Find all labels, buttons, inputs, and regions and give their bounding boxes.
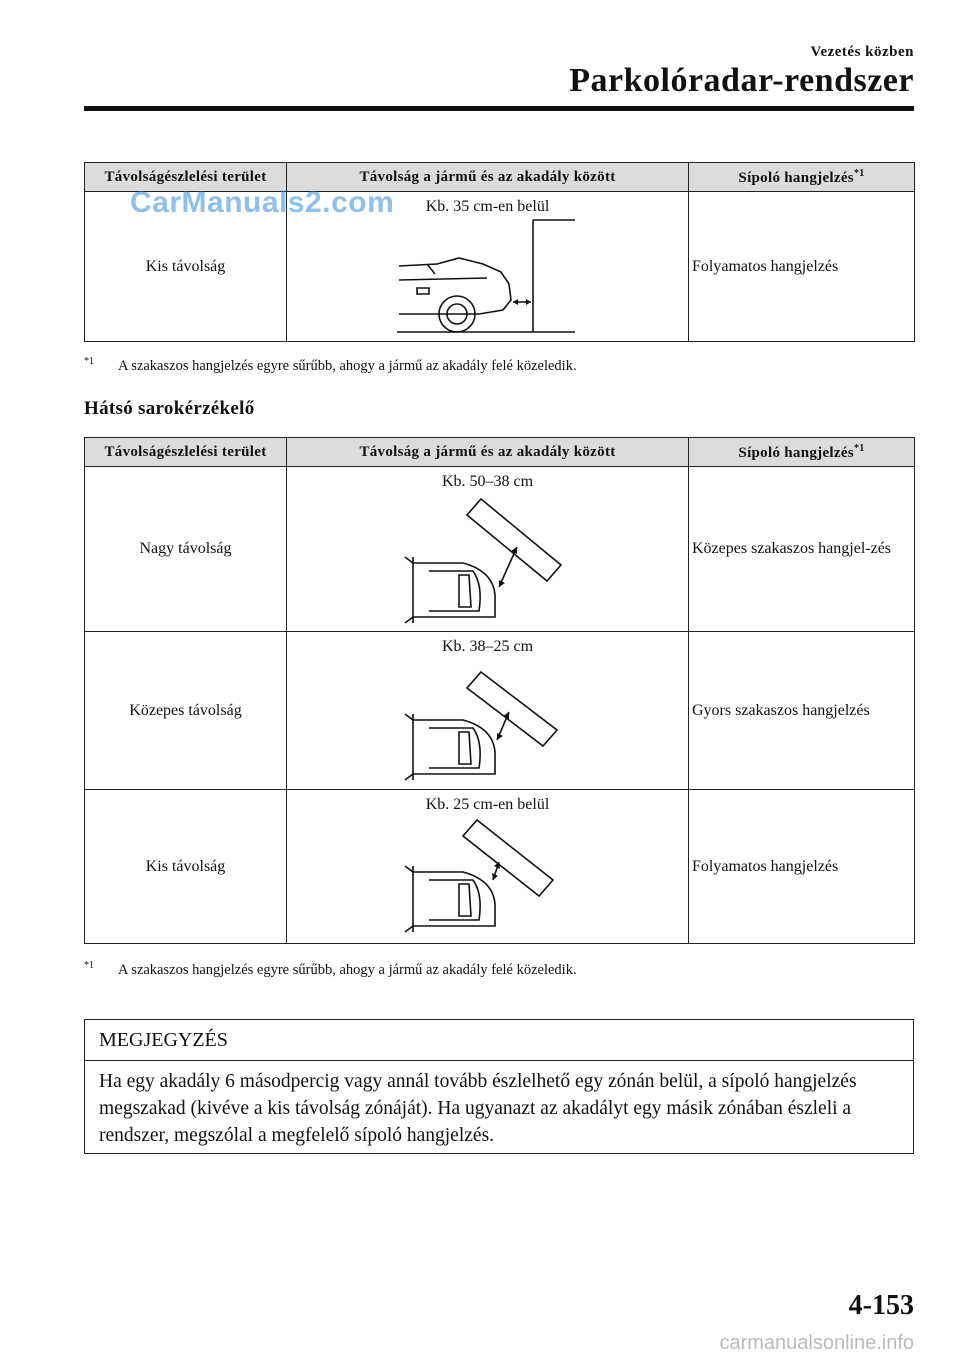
header-rule (84, 106, 914, 111)
watermark: CarManuals2.com (130, 186, 395, 219)
car-top-corner-diagram (287, 467, 689, 632)
distance-label: Kb. 38–25 cm (441, 638, 534, 655)
diagram-cell (287, 632, 689, 790)
distance-label: Kb. 50–38 cm (441, 473, 534, 490)
beep-cell: Folyamatos hangjelzés (689, 192, 915, 342)
note-box (84, 1019, 914, 1154)
note-title: MEGJEGYZÉS (99, 1029, 228, 1051)
header-zone: Távolságészlelési terület (85, 163, 287, 192)
header-zone: Távolságészlelési terület (85, 438, 287, 467)
header-distance: Távolság a jármű és az akadály között (287, 163, 689, 192)
page-number: 4-153 (848, 1290, 914, 1321)
zone-cell: Kis távolság (85, 790, 287, 944)
diagram-cell (287, 467, 689, 632)
section-label: Vezetés közben (810, 44, 914, 60)
footnote-2: $^{*1}$ A szakaszos hangjelzés egyre sűrűbb, ahogy a jármű az akadály felé közeledik. (84, 960, 577, 978)
header-beep: Sípoló hangjelzés$^{*1}$ (689, 163, 915, 192)
note-header (85, 1020, 913, 1061)
car-top-corner-diagram (287, 790, 689, 944)
table-row (85, 790, 915, 944)
beep-cell: Folyamatos hangjelzés (689, 790, 915, 944)
header-beep: Sípoló hangjelzés$^{*1}$ (689, 438, 915, 467)
obstacle-bar (467, 672, 557, 746)
note-text: Ha egy akadály 6 másodpercig vagy annál tovább észlelhető egy zónán belül, a sípoló hangjelzés megszakad (kivéve a kis távolság zónáját). Ha ugyanazt az akadályt egy másik zónában észleli a rendszer, megszólal a megfelelő sípoló hangjelzés. (99, 1071, 857, 1146)
zone-cell: Nagy távolság (85, 467, 287, 632)
beep-cell: Közepes szakaszos hangjel-zés (689, 467, 915, 632)
beep-cell: Gyors szakaszos hangjelzés (689, 632, 915, 790)
header-distance: Távolság a jármű és az akadály között (287, 438, 689, 467)
table-row (85, 467, 915, 632)
obstacle-bar (467, 499, 561, 581)
corner-sensor-table (84, 437, 915, 944)
footnote-1: $^{*1}$ A szakaszos hangjelzés egyre sűrűbb, ahogy a jármű az akadály felé közeledik. (84, 356, 577, 374)
distance-label: Kb. 35 cm-en belül (425, 198, 550, 215)
distance-label: Kb. 25 cm-en belül (425, 796, 550, 813)
page-title: Parkolóradar-rendszer (569, 62, 914, 99)
car-top-corner-diagram (287, 632, 689, 790)
table-header-row (85, 438, 915, 467)
section-title: Hátsó sarokérzékelő (84, 398, 255, 419)
zone-cell: Közepes távolság (85, 632, 287, 790)
zone-cell: Kis távolság (85, 192, 287, 342)
table-row (85, 632, 915, 790)
site-watermark: carmanualsonline.info (719, 1332, 914, 1354)
diagram-cell (287, 790, 689, 944)
